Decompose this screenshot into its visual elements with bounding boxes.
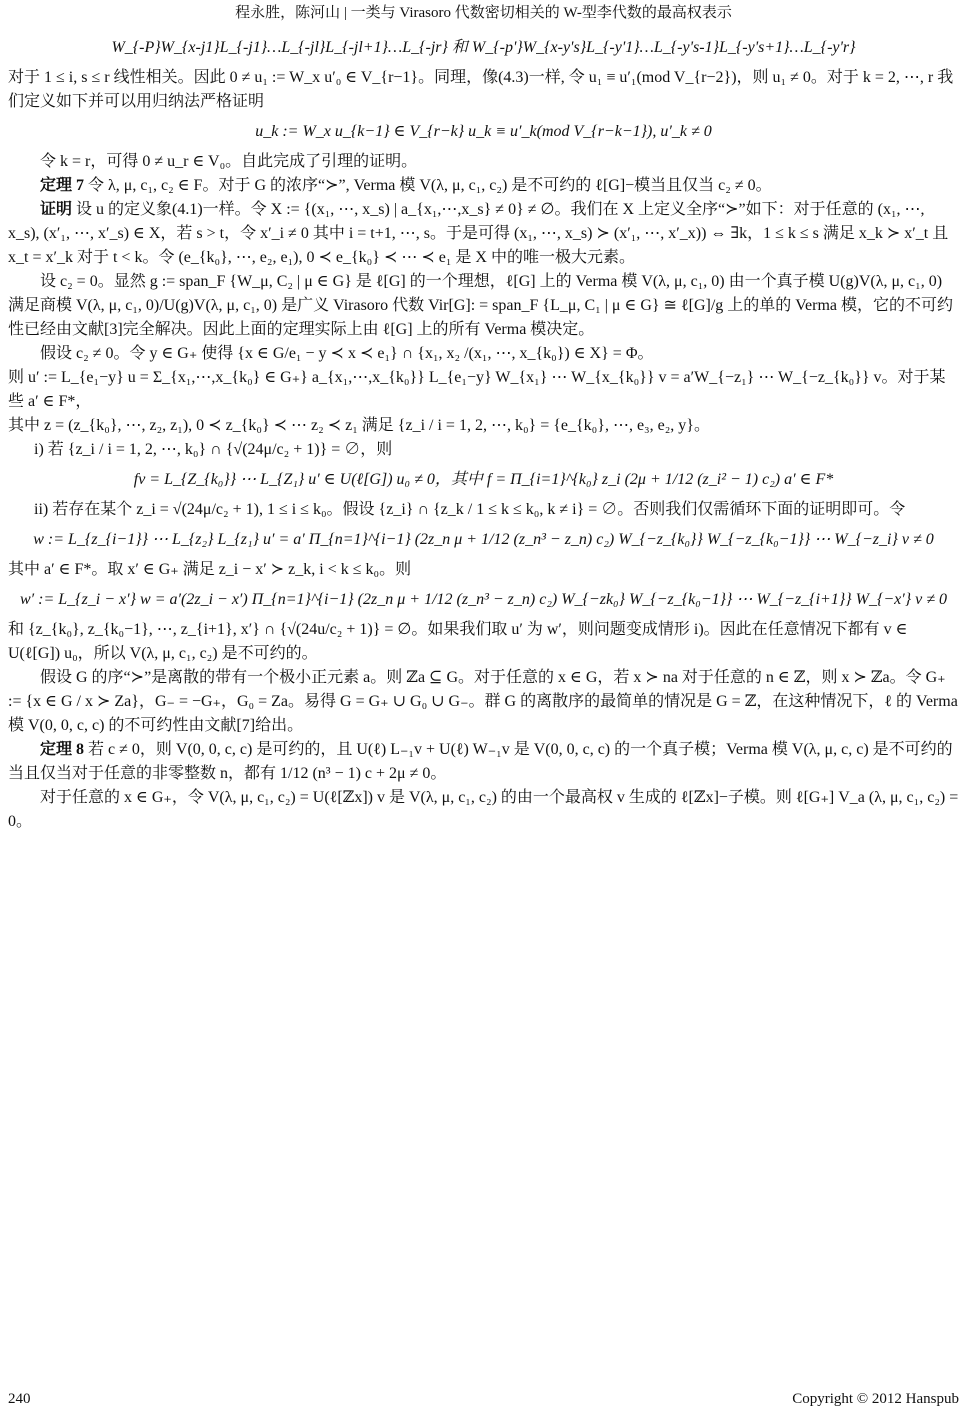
equation-generators: W_{-P}W_{x-j1}L_{-j1}…L_{-jl}L_{-jl+1}…L_{-jr} 和 W_{-p'}W_{x-y's}L_{-y'1}…L_{-y's-1}L_{-y's+1}…L_{-y'r}	[111, 39, 856, 56]
copyright: Copyright © 2012 Hanspub	[792, 1390, 959, 1407]
case-i: i) 若 {z_i / i = 1, 2, ⋯, k₀} ∩ {√(24μ/c₂ + 1)} = ∅，则	[34, 441, 393, 458]
paragraph: 和 {z_{k₀}, z_{k₀−1}, ⋯, z_{i+1}, x′} ∩ {√(24u/c₂ + 1)} = ∅。如果我们取 u′ 为 w′，则问题变成情形 i)。因此在任意情况下都有 v ∈ U(ℓ[G]) u₀，所以 V(λ, μ, c₁, c₂) 是不可约的。	[8, 621, 908, 662]
page-number: 240	[8, 1390, 31, 1407]
page-footer	[8, 1388, 959, 1411]
proof-text: 设 u 的定义象(4.1)一样。令 X := {(x₁, ⋯, x_s) | a_{x₁,⋯,x_s} ≠ 0} ≠ ∅。我们在 X 上定义全序“≻”如下：对于任意的 (x₁, ⋯, x_s), (x′₁, ⋯, x′_s) ∈ X，若 s > t，令 x′_i ≠ 0 其中 i = t+1, ⋯, s。于是可得 (x₁, ⋯, x_s) ≻ (x′₁, ⋯, x′_x)) ⇔ ∃k，1 ≤ k ≤ s 满足 x_k ≻ x′_t 且 x_t = x′_k 对于 t < k。令 (e_{k₀}, ⋯, e₂, e₁), 0 ≺ e_{k₀} ≺ ⋯ ≺ e₁ 是 X 中的唯一极大元素。	[8, 201, 949, 266]
paragraph: 则 u′ := L_{e₁−y} u = Σ_{x₁,⋯,x_{k₀} ∈ G₊} a_{x₁,⋯,x_{k₀}} L_{e₁−y} W_{x₁} ⋯ W_{x_{k₀}} v = a′W_{−z₁} ⋯ W_{−z_{k₀}} v。对于某些 a′ ∈ F*，	[8, 369, 946, 410]
theorem-8	[8, 738, 959, 786]
equation-w: w := L_{z_{i−1}} ⋯ L_{z₂} L_{z₁} u′ = a′ Π_{n=1}^{i−1} (2z_n μ + 1/12 (z_n³ − z_n) c₂) W_{−z_{k₀}} W_{−z_{k₀−1}} ⋯ W_{−z_i} v ≠ 0	[33, 531, 934, 548]
equation-induction: u_k := W_x u_{k−1} ∈ V_{r−k} u_k ≡ u′_k(mod V_{r−k−1}), u′_k ≠ 0	[255, 123, 712, 140]
paragraph: 假设 c₂ ≠ 0。令 y ∈ G₊ 使得 {x ∈ G/e₁ − y ≺ x ≺ e₁} ∩ {x₁, x₂ /(x₁, ⋯, x_{k₀}) ∈ X} = Φ。	[40, 345, 654, 362]
theorem-statement: 令 λ, μ, c₁, c₂ ∈ F。对于 G 的浓序“≻”, Verma 模 V(λ, μ, c₁, c₂) 是不可约的 ℓ[G]−模当且仅当 c₂ ≠ 0。	[88, 177, 772, 194]
paragraph: 其中 z = (z_{k₀}, ⋯, z₂, z₁), 0 ≺ z_{k₀} ≺ ⋯ z₂ ≺ z₁ 满足 {z_i / i = 1, 2, ⋯, k₀} = {e_{k₀}, ⋯, e₃, e₂, y}。	[8, 417, 710, 434]
theorem-statement: 若 c ≠ 0，则 V(0, 0, c, c) 是可约的，且 U(ℓ) L₋₁v + U(ℓ) W₋₁v 是 V(0, 0, c, c) 的一个真子模；Verma 模 V(λ, μ, c, c) 是不可约的当且仅当对于任意的非零整数 n，都有 1/12 (n³ − 1) c + 2μ ≠ 0。	[8, 741, 953, 782]
equation-fv: fv = L_{Z_{k₀}} ⋯ L_{Z₁} u′ ∈ U(ℓ[G]) u₀ ≠ 0，其中 f = Π_{i=1}^{k₀} z_i (2μ + 1/12 (z_i² − 1) c₂) a′ ∈ F*	[133, 471, 834, 488]
theorem-7	[8, 174, 959, 198]
running-head: 程永胜，陈河山 | 一类与 Virasoro 代数密切相关的 W-型李代数的最高权表示	[235, 5, 732, 21]
theorem-label: 定理 7	[40, 177, 85, 194]
equation-w-prime: w′ := L_{z_i − x′} w = a′(2z_i − x′) Π_{n=1}^{i−1} (2z_n μ + 1/12 (z_n³ − z_n) c₂) W_{−zk₀} W_{−z_{k₀−1}} ⋯ W_{−z_{i+1}} W_{−x′} v ≠ 0	[19, 591, 948, 608]
paragraph: 其中 a′ ∈ F*。取 x′ ∈ G₊ 满足 z_i − x′ ≻ z_k, i < k ≤ k₀。则	[8, 561, 412, 578]
case-ii: ii) 若存在某个 z_i = √(24μ/c₂ + 1), 1 ≤ i ≤ k₀。假设 {z_i} ∩ {z_k / 1 ≤ k ≤ k₀, k ≠ i} = ∅。否则我们仅需循环下面的证明即可。令	[34, 501, 906, 518]
paragraph: 令 k = r，可得 0 ≠ u_r ∈ V₀。自此完成了引理的证明。	[40, 153, 418, 170]
paragraph: 对于 1 ≤ i, s ≤ r 线性相关。因此 0 ≠ u₁ := W_x u′₀ ∈ V_{r−1}。同理，像(4.3)一样, 令 u₁ ≡ u′₁(mod V_{r−2})，则 u₁ ≠ 0。对于 k = 2, ⋯, r 我们定义如下并可以用归纳法严格证明	[8, 69, 954, 110]
proof	[8, 198, 959, 270]
proof-label: 证明	[40, 201, 73, 218]
paragraph: 假设 G 的序“≻”是离散的带有一个极小正元素 a。则 ℤa ⊆ G。对于任意的 x ∈ G，若 x ≻ na 对于任意的 n ∈ ℤ，则 x ≻ ℤa。令 G₊ := {x ∈ G / x ≻ Za}，G₋ = −G₊，G₀ = Za。易得 G = G₊ ∪ G₀ ∪ G₋。群 G 的离散序的最简单的情况是 G = ℤ，在这种情况下，ℓ 的 Verma 模 V(0, 0, c, c) 的不可约性由文献[7]给出。	[8, 669, 958, 734]
paragraph: 对于任意的 x ∈ G₊，令 V(λ, μ, c₁, c₂) = U(ℓ[ℤx]) v 是 V(λ, μ, c₁, c₂) 的由一个最高权 v 生成的 ℓ[ℤx]−子模。则 ℓ[G₊] V_a (λ, μ, c₁, c₂) = 0。	[8, 789, 959, 830]
theorem-label: 定理 8	[40, 741, 85, 758]
paragraph: 设 c₂ = 0。显然 g := span_F {W_μ, C₂ | μ ∈ G} 是 ℓ[G] 的一个理想，ℓ[G] 上的 Verma 模 V(λ, μ, c₁, 0) 由一个真子模 U(g)V(λ, μ, c₁, 0) 满足商模 V(λ, μ, c₁, 0)/U(g)V(λ, μ, c₁, 0) 是广义 Virasoro 代数 Vir[G]: = span_F {L_μ, C₁ | μ ∈ G} ≅ ℓ[G]/g 上的单的 Verma 模，它的不可约性已经由文献[3]完全解决。因此上面的定理实际上由 ℓ[G] 上的所有 Verma 模决定。	[8, 273, 954, 338]
